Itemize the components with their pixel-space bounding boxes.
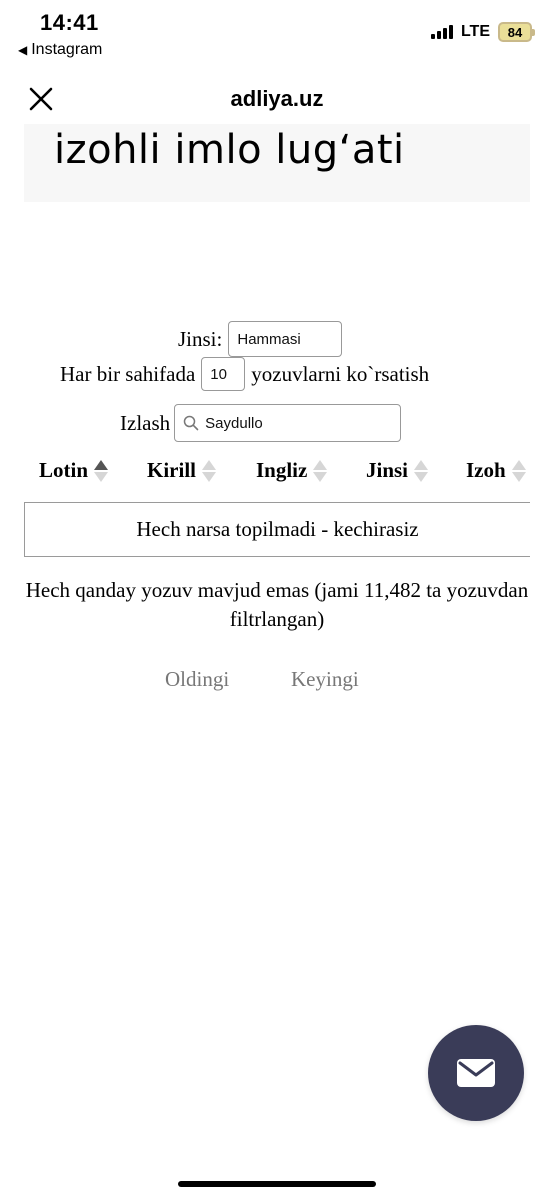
hero-title: izohli imlo lugʻati [54,127,405,173]
gender-label: Jinsi: [178,326,223,351]
gender-select-value: Hammasi [237,330,301,348]
contact-mail-button[interactable] [428,1025,524,1121]
network-type: LTE [460,23,490,40]
search-filter [120,404,401,442]
column-label: Kirill [147,458,196,482]
sort-icon [94,460,108,482]
battery-icon [498,22,532,42]
column-label: Ingliz [256,458,308,482]
page-domain-title: adliya.uz [230,86,324,111]
search-label: Izlash [120,410,171,435]
column-label: Izoh [466,458,506,482]
column-header-jinsi[interactable] [366,458,428,483]
status-time: 14:41 [40,10,99,35]
search-input-value: Saydullo [205,414,263,432]
column-header-kirill[interactable] [147,458,216,483]
sort-icon [313,460,327,482]
column-header-izoh[interactable] [466,458,526,483]
mail-icon [457,1059,495,1087]
empty-message: Hech narsa topilmadi - kechirasiz [136,517,419,541]
per-page-value: 10 [210,365,227,383]
back-app-label: Instagram [31,41,103,58]
status-bar [0,0,554,68]
per-page-filter [60,357,429,391]
empty-table-row [24,502,530,557]
table-header [24,452,530,492]
back-to-app-link[interactable] [18,41,102,59]
per-page-suffix: yozuvlarni ko`rsatish [251,361,430,386]
column-header-ingliz[interactable] [256,458,327,483]
hero-banner [24,124,530,202]
signal-icon [431,25,453,39]
back-caret-icon: ◀ [18,43,28,57]
previous-page-button[interactable]: Oldingi [165,667,230,691]
column-header-lotin[interactable] [39,458,108,483]
column-label: Lotin [39,458,89,482]
status-indicators [431,22,532,42]
next-page-button[interactable]: Keyingi [291,667,359,691]
gender-select[interactable] [228,321,342,357]
column-label: Jinsi [366,458,409,482]
per-page-prefix: Har bir sahifada [60,361,196,386]
table-info: Hech qanday yozuv mavjud emas (jami 11,482 ta yozuvdan filtrlangan) [25,578,529,631]
sort-icon [202,460,216,482]
home-indicator[interactable] [178,1181,376,1187]
search-icon [183,415,199,431]
per-page-select[interactable] [201,357,245,391]
search-input[interactable] [174,404,401,442]
gender-filter [178,321,342,357]
battery-level: 84 [507,24,523,40]
sort-icon [512,460,526,482]
sort-icon [414,460,428,482]
browser-nav-bar [0,70,554,126]
